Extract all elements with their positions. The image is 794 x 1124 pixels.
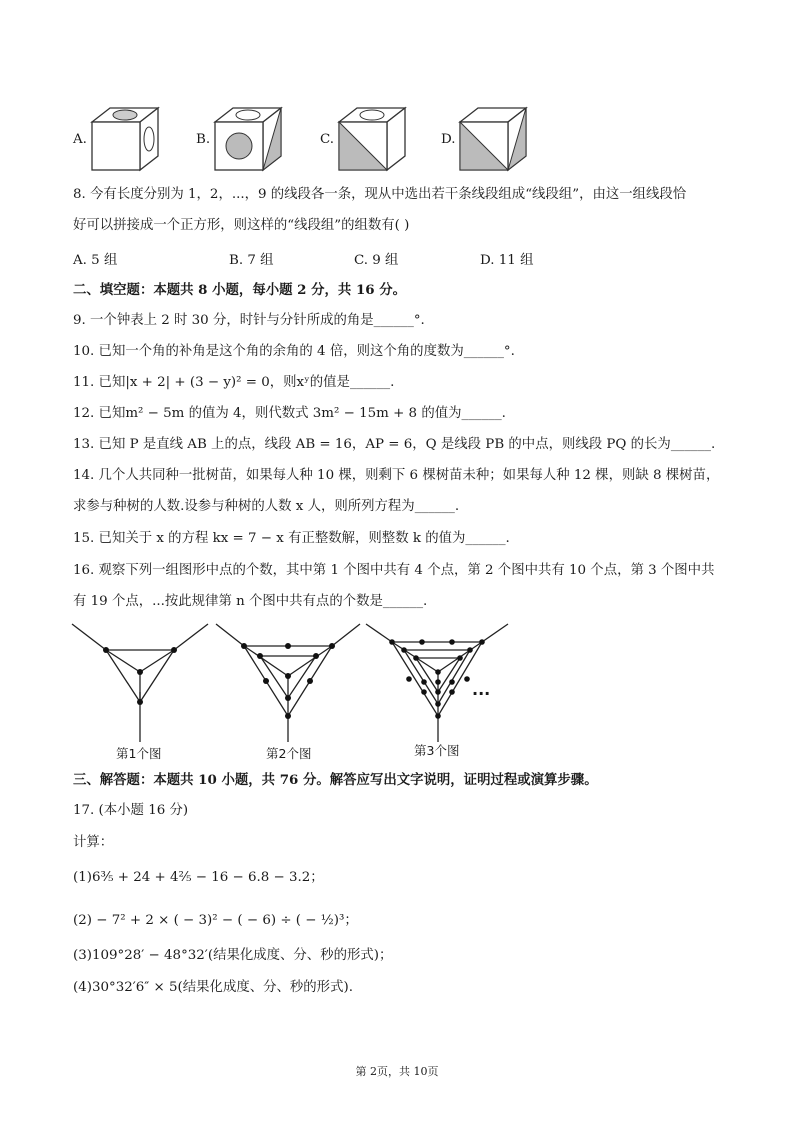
q12: 12. 已知m² − 5m 的值为 4，则代数式 3m² − 15m + 8 的值为______.	[73, 406, 506, 421]
q8-choice-d: D. 11 组	[480, 253, 534, 268]
q16-line1: 16. 观察下列一组图形中点的个数，其中第 1 个图中共有 4 个点，第 2 个图中共有 10 个点，第 3 个图中共	[73, 563, 715, 578]
q14-line2: 求参与种树的人数.设参与种树的人数 x 人，则所列方程为______.	[73, 499, 460, 514]
cube-option-a	[88, 104, 162, 174]
cube-option-d	[456, 104, 530, 174]
page-footer: 第 2页，共 10页	[355, 1065, 439, 1078]
q8-choice-c: C. 9 组	[354, 253, 399, 268]
section3-heading: 三、解答题：本题共 10 小题，共 76 分。解答应写出文字说明，证明过程或演算步骤。	[73, 772, 598, 788]
option-c-label: C.	[320, 132, 335, 147]
q14-line1: 14. 几个人共同种一批树苗，如果每人种 10 棵，则剩下 6 棵树苗未种；如果每人种 12 棵，则缺 8 棵树苗，	[73, 468, 720, 483]
option-a-label: A.	[73, 132, 87, 147]
figure-2	[214, 620, 364, 745]
option-d-label: D.	[441, 132, 456, 147]
figure-3-label: 第3个图	[414, 743, 460, 758]
q11: 11. 已知|x + 2| + (3 − y)² = 0，则xʸ的值是______.	[73, 375, 395, 390]
q8-choice-b: B. 7 组	[229, 253, 274, 268]
figure-ellipsis: ...	[472, 680, 491, 699]
section2-heading: 二、填空题：本题共 8 小题，每小题 2 分，共 16 分。	[73, 282, 407, 298]
q17-intro: 计算：	[73, 835, 114, 850]
q16-line2: 有 19 个点，...按此规律第 n 个图中共有点的个数是______.	[73, 594, 428, 609]
q17-part2: (2) − 7² + 2 × ( − 3)² − ( − 6) ÷ ( − ½)³；	[73, 913, 358, 928]
q10: 10. 已知一个角的补角是这个角的余角的 4 倍，则这个角的度数为______°.	[73, 344, 515, 359]
q17-part1: (1)6³⁄₅ + 24 + 4²⁄₅ − 16 − 6.8 − 3.2；	[73, 870, 324, 885]
q8-line2: 好可以拼接成一个正方形，则这样的“线段组”的组数有( )	[73, 218, 410, 233]
q9: 9. 一个钟表上 2 时 30 分，时针与分针所成的角是______°.	[73, 313, 425, 328]
option-b-label: B.	[196, 132, 211, 147]
q17-title: 17. (本小题 16 分)	[73, 803, 189, 818]
figure-3	[364, 620, 514, 745]
cube-option-c	[335, 104, 409, 174]
cube-option-b	[211, 104, 285, 174]
figure-1	[70, 620, 220, 745]
q8-line1: 8. 今有长度分别为 1，2，...，9 的线段各一条，现从中选出若干条线段组成“线段组”，由这一组线段恰	[73, 187, 687, 202]
q17-part3: (3)109°28′ − 48°32′(结果化成度、分、秒的形式)；	[73, 948, 393, 963]
q15: 15. 已知关于 x 的方程 kx = 7 − x 有正整数解，则整数 k 的值为______.	[73, 531, 510, 546]
figure-1-label: 第1个图	[116, 746, 162, 761]
q8-choice-a: A. 5 组	[73, 253, 118, 268]
q17-part4: (4)30°32′6″ × 5(结果化成度、分、秒的形式).	[73, 980, 353, 995]
q13: 13. 已知 P 是直线 AB 上的点，线段 AB = 16，AP = 6，Q 是线段 PB 的中点，则线段 PQ 的长为______.	[73, 437, 716, 452]
figure-2-label: 第2个图	[266, 746, 312, 761]
